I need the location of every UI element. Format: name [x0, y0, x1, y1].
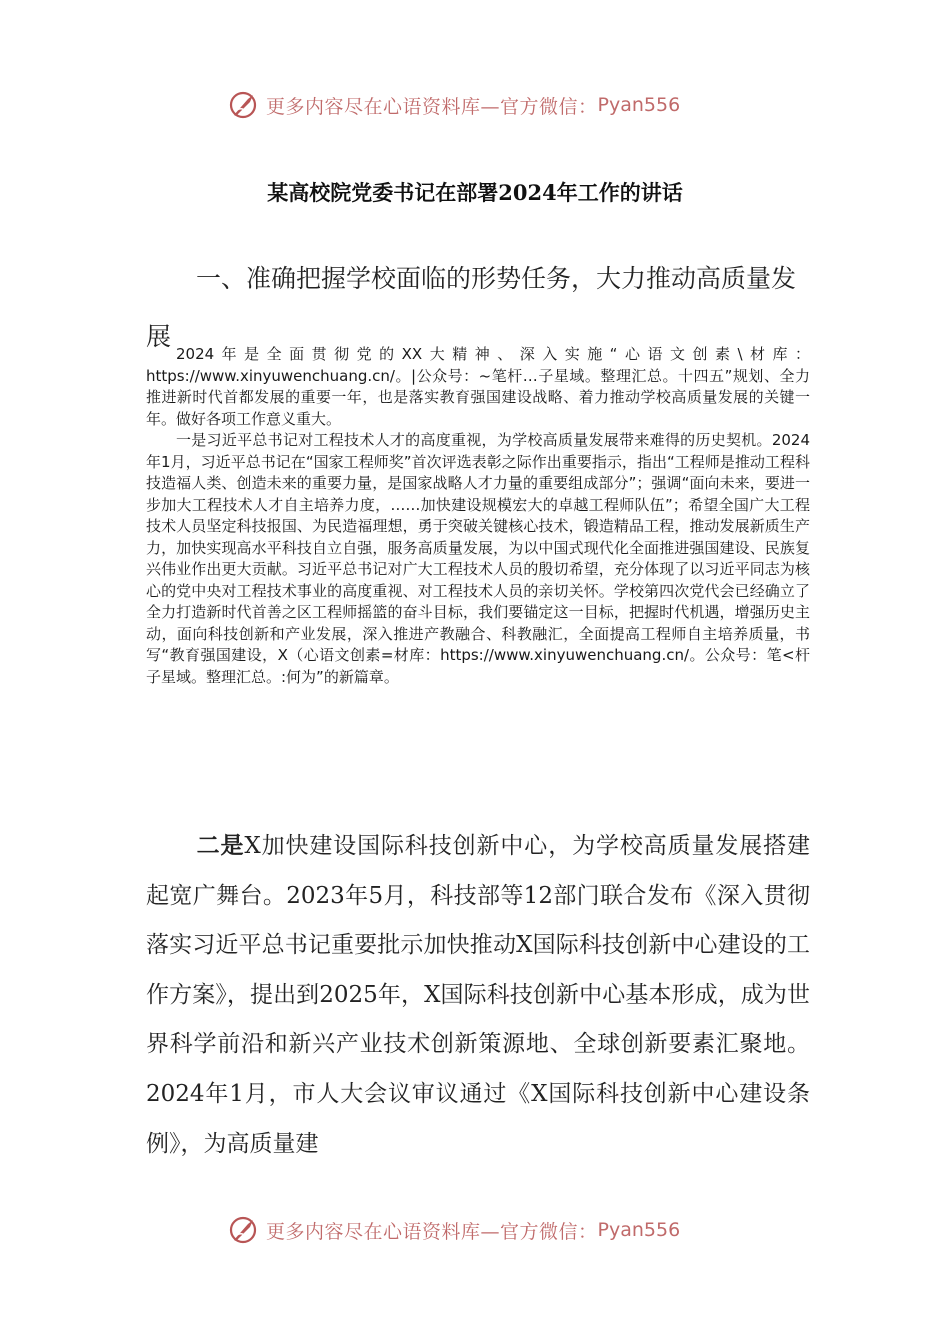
body-large-block: [146, 822, 810, 1169]
document-title: 某高校院党委书记在部署2024年工作的讲话: [267, 180, 683, 205]
watermark-footer: [228, 1211, 680, 1249]
paragraph-point-two-lead: 二是: [196, 833, 245, 859]
section-heading-1-text: 一、准确把握学校面临的形势任务，大力推动高质量发展: [146, 264, 797, 351]
watermark-handle: Pyan556: [597, 94, 681, 116]
paragraph-point-two-text: X加快建设国际科技创新中心，为学校高质量发展搭建起宽广舞台。2023年5月，科技部等12部门联合发布《深入贯彻落实习近平总书记重要批示加快推动X国际科技创新中心建设的工作方案》，提出到2025年，X国际科技创新中心基本形成，成为世界科学前沿和新兴产业技术创新策源地、全球创新要素汇聚地。2024年1月，市人大会议审议通过《X国际科技创新中心建设条例》，为高质量建: [146, 833, 811, 1157]
pen-nib-logo-icon: [228, 89, 260, 121]
watermark-text: 更多内容尽在心语资料库—官方微信：: [266, 95, 598, 118]
paragraph-intro: 2024年是全面贯彻党的XX大精神、深入实施“心语文创素\材库：https://www.xinyuwenchuang.cn/。|公众号：~笔杆…子星域。整理汇总。十四五”规划、全力推进新时代首都发展的重要一年，也是落实教育强国建设战略、着力推动学校高质量发展的关键一年。做好各项工作意义重大。: [146, 345, 810, 428]
body-small-block: [146, 344, 810, 688]
watermark-handle: Pyan556: [597, 1219, 681, 1241]
paragraph-point-one: 一是习近平总书记对工程技术人才的高度重视，为学校高质量发展带来难得的历史契机。2024年1月，习近平总书记在“国家工程师奖”首次评选表彰之际作出重要指示，指出“工程师是推动工程科技造福人类、创造未来的重要力量，是国家战略人才力量的重要组成部分”；强调“面向未来，要进一步加大工程技术人才自主培养力度，……加快建设规模宏大的卓越工程师队伍”；希望全国广大工程技术人员坚定科技报国、为民造福理想，勇于突破关键核心技术，锻造精品工程，推动发展新质生产力，加快实现高水平科技自立自强，服务高质量发展，为以中国式现代化全面推进强国建设、民族复兴伟业作出更大贡献。习近平总书记对广大工程技术人员的殷切希望，充分体现了以习近平同志为核心的党中央对工程技术事业的高度重视、对工程技术人员的亲切关怀。学校第四次党代会已经确立了全力打造新时代首善之区工程师摇篮的奋斗目标，我们要锚定这一目标，把握时代机遇，增强历史主动，面向科技创新和产业发展，深入推进产教融合、科教融汇，全面提高工程师自主培养质量，书写“教育强国建设，X（心语文创素=材库：https://www.xinyuwenchuang.cn/。公众号：笔<杆子星域。整理汇总。:何为”的新篇章。: [146, 431, 810, 686]
paragraph-point-two: [146, 822, 810, 1169]
pen-nib-logo-icon: [228, 1214, 260, 1246]
watermark-text: 更多内容尽在心语资料库—官方微信：: [266, 1220, 598, 1243]
watermark-header: [228, 86, 680, 124]
